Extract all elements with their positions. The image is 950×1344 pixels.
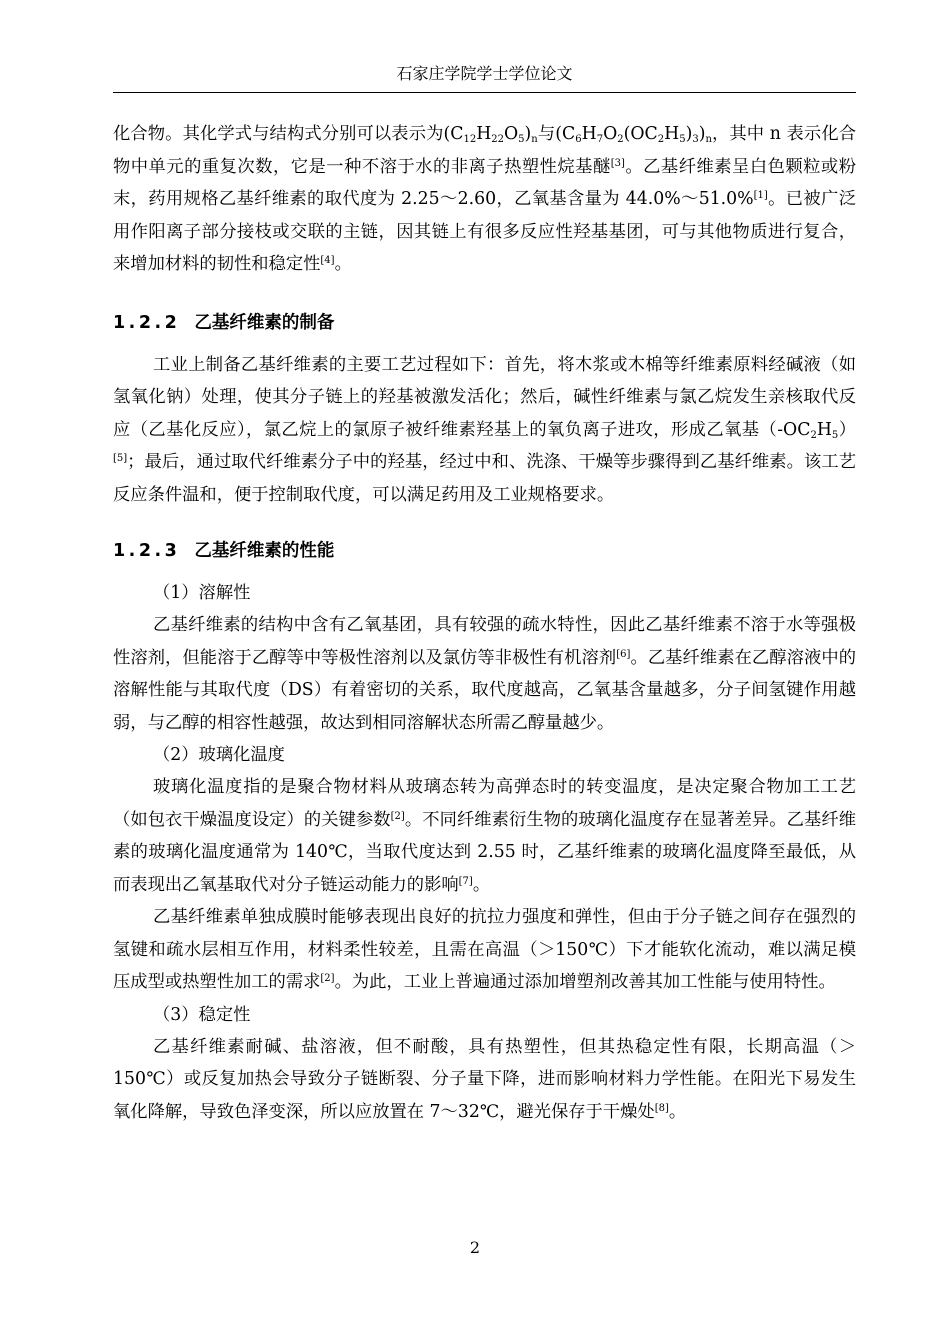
- citation[interactable]: [7]: [458, 875, 473, 887]
- page-body: [113, 118, 856, 1128]
- citation[interactable]: [4]: [320, 255, 335, 266]
- citation[interactable]: [6]: [616, 648, 631, 660]
- section-heading-1-2-3: [113, 537, 856, 565]
- section-number: 1.2.2: [113, 312, 181, 333]
- intro-paragraph: 化合物。其化学式与结构式分别可以表示为$(C_{12}H_{22}O_5)_n$与$(C_6H_7O_2(OC_2H_5)_3)_n$，其中 n 表示化合物中单元的重复次数，它是一种不溶于水的非离子热塑性烷基醚[3]。乙基纤维素呈白色颗粒或粉末，药用规格乙基纤维素的取代度为 2.25～2.60，乙氧基含量为 44.0%～51.0%[1]。已被广泛用作阳离子部分接枝或交联的主链，因其链上有很多反应性羟基基团，可与其他物质进行复合，来增加材料的韧性和稳定性[4]。: [113, 124, 857, 274]
- subheading-solubility: （1）溶解性: [153, 583, 251, 603]
- header-rule: [113, 92, 856, 93]
- film-forming-paragraph: 乙基纤维素单独成膜时能够表现出良好的抗拉力强度和弹性，但由于分子链之间存在强烈的氢键和疏水层相互作用，材料柔性较差，且需在高温（＞150℃）下才能软化流动，难以满足模压成型或热塑性加工的需求[2]。为此，工业上普遍通过添加增塑剂改善其加工性能与使用特性。: [113, 907, 856, 992]
- citation[interactable]: [2]: [320, 973, 335, 984]
- section-title: 乙基纤维素的性能: [194, 541, 335, 561]
- solubility-paragraph: 乙基纤维素的结构中含有乙氧基团，具有较强的疏水特性，因此乙基纤维素不溶于水等强极性溶剂，但能溶于乙醇等中等极性溶剂以及氯仿等非极性有机溶剂[6]。乙基纤维素在乙醇溶液中的溶解性能与其取代度（DS）有着密切的关系，取代度越高，乙氧基含量越多，分子间氢键作用越弱，与乙醇的相容性越强，故达到相同溶解状态所需乙醇量越少。: [113, 615, 856, 733]
- citation[interactable]: [8]: [654, 1102, 669, 1114]
- preparation-paragraph: 工业上制备乙基纤维素的主要工艺过程如下：首先，将木浆或木棉等纤维素原料经碱液（如氢氧化钠）处理，使其分子链上的羟基被激发活化；然后，碱性纤维素与氯乙烷发生亲核取代反应（乙基化反应），氯乙烷上的氯原子被纤维素羟基上的氧负离子进攻，形成乙氧基$(-OC_2H_5)[5]$；最后，通过取代纤维素分子中的羟基，经过中和、洗涤、干燥等步骤得到乙基纤维素。该工艺反应条件温和，便于控制取代度，可以满足药用及工业规格要求。: [113, 354, 856, 505]
- citation[interactable]: [3]: [610, 157, 625, 169]
- subheading-stability: （3）稳定性: [153, 1004, 251, 1025]
- glass-transition-paragraph: 玻璃化温度指的是聚合物材料从玻璃态转为高弹态时的转变温度，是决定聚合物加工工艺（如包衣干燥温度设定）的关键参数[2]。不同纤维素衍生物的玻璃化温度存在显著差异。乙基纤维素的玻璃化温度通常为 140℃，当取代度达到 2.55 时，乙基纤维素的玻璃化温度降至最低，从而表现出乙氧基取代对分子链运动能力的影响[7]。: [113, 777, 856, 895]
- citation[interactable]: [1]: [753, 190, 768, 201]
- running-header: 石家庄学院学士学位论文: [396, 64, 573, 83]
- subheading-glass-transition: （2）玻璃化温度: [153, 745, 285, 765]
- page-number: 2: [469, 1238, 481, 1257]
- citation[interactable]: [2]: [390, 810, 405, 822]
- citation[interactable]: [5]: [113, 453, 128, 464]
- stability-paragraph: 乙基纤维素耐碱、盐溶液，但不耐酸，具有热塑性，但其热稳定性有限，长期高温（＞150℃）或反复加热会导致分子链断裂、分子量下降，进而影响材料力学性能。在阳光下易发生氧化降解，导致色泽变深，所以应放置在 7～32℃，避光保存于干燥处[8]。: [113, 1036, 856, 1122]
- section-number: 1.2.3: [113, 541, 181, 561]
- section-heading-1-2-2: [113, 309, 856, 337]
- section-title: 乙基纤维素的制备: [194, 312, 335, 333]
